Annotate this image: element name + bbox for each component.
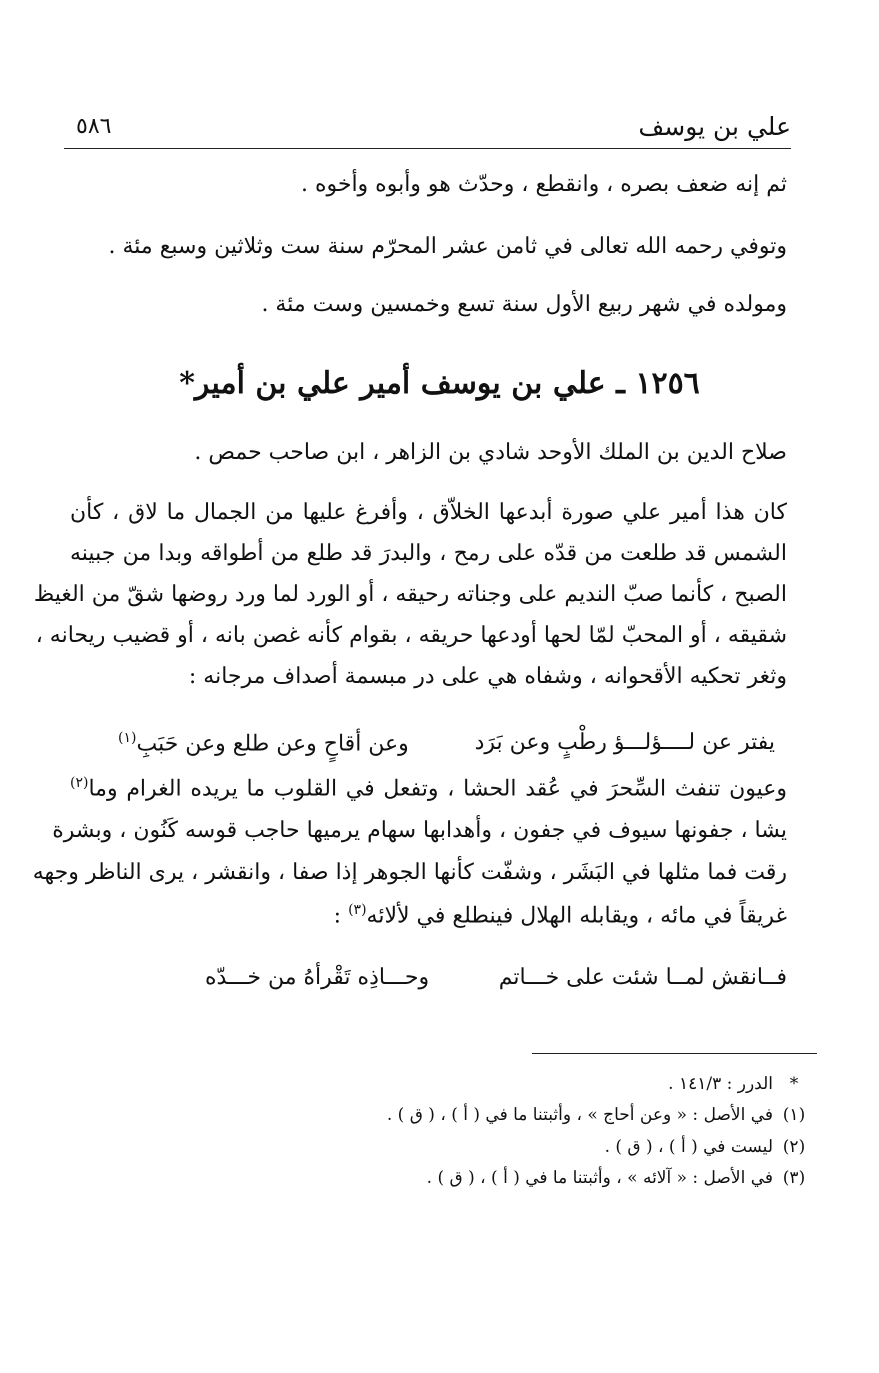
footnote-rule: [532, 1053, 817, 1054]
text-line: ومولده في شهر ربيع الأول سنة تسع وخمسين وست مئة .: [261, 292, 787, 317]
footnote: [387, 1105, 815, 1125]
paragraph-line: يشا ، جفونها سيوف في جفون ، وأهدابها سهام يرميها حاجب قوسه كَنُون ، وبشرة: [52, 818, 787, 843]
paragraph-line: [70, 775, 787, 803]
text-line: ثم إنه ضعف بصره ، وانقطع ، وحدّث هو وأبوه وأخوه .: [300, 172, 787, 197]
footnote-mark: (٢): [782, 1137, 806, 1157]
paragraph-line: الشمس قد طلعت من قدّه على رمح ، والبدرَ قد طلع من أطواقه وبدا من جبينه: [70, 541, 787, 566]
verse-hemistich-text: وعن أقاحٍ وعن طلع وعن حَبَبِ: [136, 731, 409, 757]
lineage-line: صلاح الدين بن الملك الأوحد شادي بن الزاهر ، ابن صاحب حمص .: [194, 440, 787, 465]
footnote: [427, 1168, 815, 1188]
paragraph-text: وعيون تنفث السِّحرَ في عُقد الحشا ، وتفعل في القلوب ما يريده الغرام وما: [88, 776, 787, 802]
paragraph-tail: :: [333, 903, 349, 929]
footnote-text: ليست في ( أ ) ، ( ق ) .: [604, 1137, 773, 1157]
header-title: علي بن يوسف: [638, 112, 791, 141]
paragraph-line: [70, 902, 787, 930]
paragraph-line: رقت فما مثلها في البَشَر ، وشفّت كأنها الجوهر إذا صفا ، وانقشر ، يرى الناظر وجهه: [32, 860, 787, 885]
footnote-ref: (٢): [70, 775, 89, 791]
page-number: ٥٨٦: [76, 114, 112, 139]
footnote-text: الدرر : ١٤١/٣ .: [668, 1074, 773, 1094]
verse-hemistich: وحـــاذِه تَقْرأهُ من خـــدّه: [205, 965, 430, 990]
footnote-mark: (١): [782, 1105, 806, 1125]
verse-hemistich: فــانقش لمــا شئت على خـــاتم: [498, 965, 787, 990]
footnote-mark: (٣): [782, 1168, 806, 1188]
verse-hemistich: [118, 730, 409, 756]
footnote: [605, 1137, 815, 1157]
paragraph-text: غريقاً في مائه ، ويقابله الهلال فينطلع في لألائه: [366, 903, 787, 929]
footnote-text: في الأصل : « وعن أحاج » ، وأثبتنا ما في ( أ ) ، ( ق ) .: [386, 1105, 773, 1125]
entry-heading: ١٢٥٦ ـ علي بن يوسف أمير علي بن أمير*: [179, 366, 700, 401]
paragraph-line: الصبح ، كأنما صبّ النديم على وجناته رحيقه ، أو الورد لما ورد روضها شقّ من الغيظ: [33, 582, 787, 607]
paragraph-line: شقيقه ، أو المحبّ لمّا لحها أودعها حريقه ، بقوام كأنه غصن بانه ، أو قضيب ريحانه ،: [35, 623, 787, 648]
paragraph-line: كان هذا أمير علي صورة أبدعها الخلاّق ، وأفرغ عليها من الجمال ما لاق ، كأن: [70, 500, 787, 525]
footnote-ref: (١): [118, 730, 137, 746]
text-line: وتوفي رحمه الله تعالى في ثامن عشر المحرّم سنة ست وثلاثين وسبع مئة .: [108, 234, 787, 259]
footnote-ref: (٣): [348, 902, 367, 918]
paragraph-line: وثغر تحكيه الأقحوانه ، وشفاه هي على در مبسمة أصداف مرجانه :: [188, 664, 787, 689]
footnote-text: في الأصل : « آلائه » ، وأثبتنا ما في ( أ ) ، ( ق ) .: [426, 1168, 773, 1188]
footnote-mark: *: [789, 1074, 799, 1094]
running-header: [64, 108, 791, 149]
verse-hemistich: يفتر عن لــــؤلـــؤ رطْبٍ وعن بَرَد: [474, 730, 775, 755]
footnote: [668, 1074, 815, 1094]
